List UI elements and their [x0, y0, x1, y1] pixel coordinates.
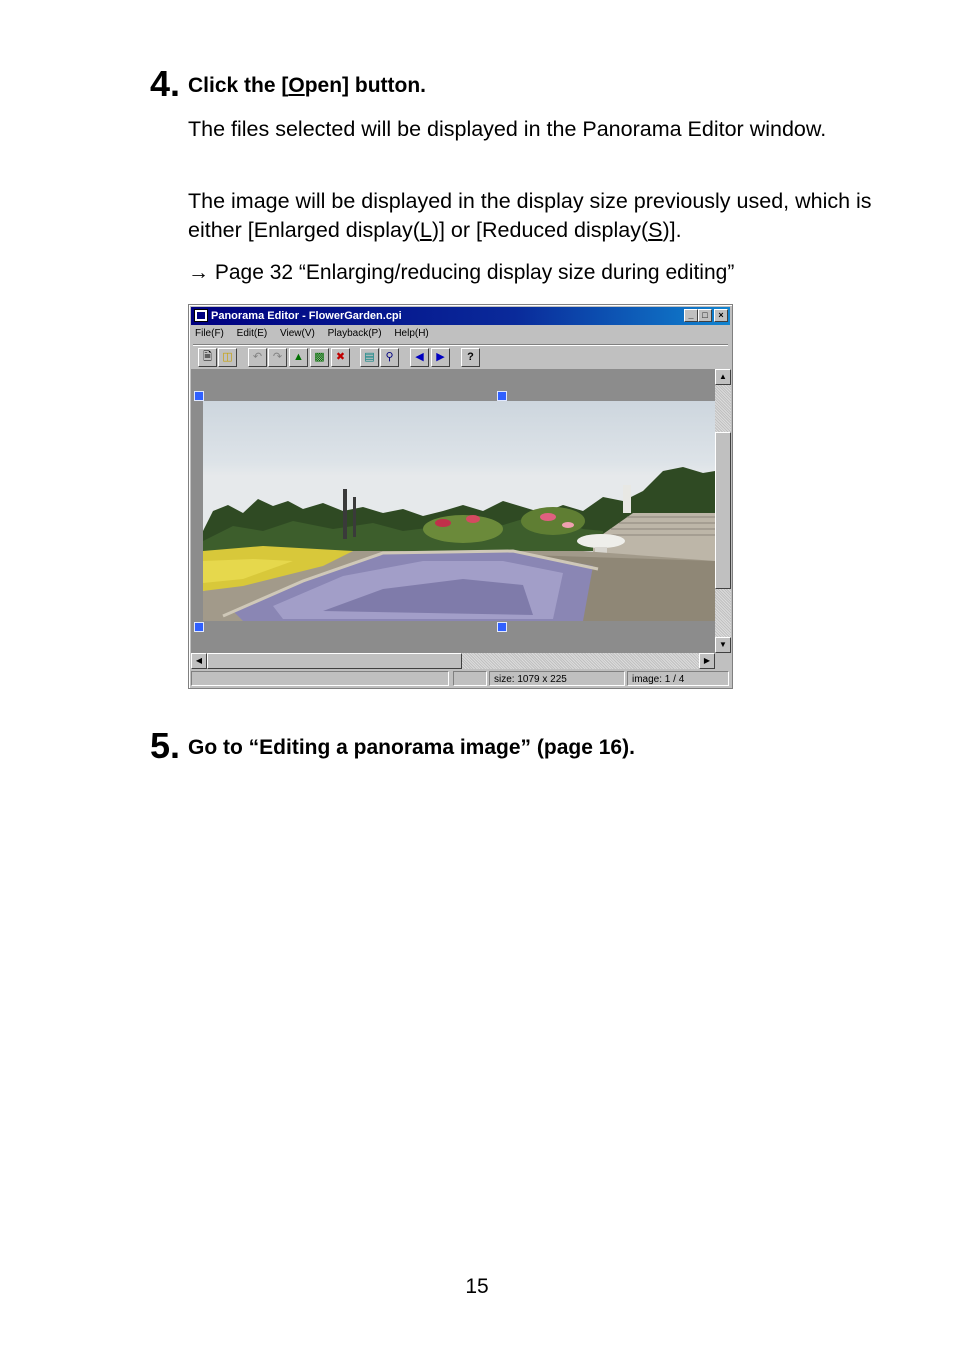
zoom-icon[interactable]: ⚲ [380, 348, 399, 367]
scroll-up-button[interactable]: ▲ [715, 369, 731, 385]
menu-view[interactable]: View(V) [280, 328, 315, 339]
horizontal-scroll-thumb[interactable] [207, 653, 462, 669]
scroll-right-button[interactable]: ▶ [699, 653, 715, 669]
image-corner-marker-bottom-middle[interactable] [497, 622, 507, 632]
window-titlebar [191, 307, 730, 325]
panorama-editor-window [188, 304, 733, 689]
insert-image-icon[interactable]: ▲ [289, 348, 308, 367]
status-bar [191, 670, 730, 687]
step-4-title-key: O [288, 74, 305, 97]
page-number: 15 [465, 1275, 489, 1298]
para2-key-l: L [419, 218, 432, 242]
move-image-icon[interactable]: ▩ [310, 348, 329, 367]
toolbar [193, 344, 728, 369]
page-reference: → Page 32 “Enlarging/reducing display size during editing” [188, 261, 735, 284]
step-4-paragraph-2 [188, 187, 878, 245]
image-corner-marker-bottom-left[interactable] [194, 622, 204, 632]
step-4-title-pre: Click the [ [188, 74, 289, 97]
scroll-down-button[interactable]: ▼ [715, 637, 731, 653]
redo-icon[interactable]: ↷ [268, 348, 287, 367]
step-5-title: Go to “Editing a panorama image” (page 16). [188, 736, 635, 759]
para2-text-b: )] or [Reduced display( [431, 218, 649, 242]
open-folder-icon[interactable]: ◫ [218, 348, 237, 367]
para2-text-c: )]. [662, 218, 682, 242]
image-corner-marker-top-middle[interactable] [497, 391, 507, 401]
step-4-title-post: pen] button. [304, 74, 426, 97]
status-cell-empty-2 [453, 671, 487, 686]
step-4-paragraph-1: The files selected will be displayed in the Panorama Editor window. [188, 117, 827, 141]
step-4-title [188, 74, 426, 98]
minimize-button[interactable]: _ [684, 309, 698, 322]
menu-file[interactable]: File(F) [195, 328, 224, 339]
previous-icon[interactable]: ◀ [410, 348, 429, 367]
vertical-scroll-thumb[interactable] [715, 432, 731, 589]
undo-icon[interactable]: ↶ [248, 348, 267, 367]
next-icon[interactable]: ▶ [431, 348, 450, 367]
menu-playback[interactable]: Playback(P) [327, 328, 382, 339]
step-number-4: 4. [150, 63, 181, 104]
delete-image-icon[interactable]: ✖ [331, 348, 350, 367]
scroll-left-button[interactable]: ◀ [191, 653, 207, 669]
flower-garden-panorama [203, 401, 715, 621]
menu-edit[interactable]: Edit(E) [236, 328, 268, 339]
status-cell-empty-1 [191, 671, 449, 686]
window-title: Panorama Editor - FlowerGarden.cpi [211, 310, 402, 322]
display-size-icon[interactable]: ▤ [360, 348, 379, 367]
new-file-icon[interactable]: 🗎 [198, 348, 217, 367]
para2-text-a: The image will be displayed in the display size previously used, which is either [Enlarged display( [188, 189, 872, 242]
panorama-viewport [191, 369, 715, 653]
image-corner-marker-top-left[interactable] [194, 391, 204, 401]
step-number-5: 5. [150, 725, 181, 766]
status-size: size: 1079 x 225 [489, 671, 625, 686]
maximize-button[interactable]: □ [698, 309, 712, 322]
horizontal-scrollbar[interactable] [191, 653, 715, 669]
vertical-scrollbar[interactable] [715, 369, 731, 653]
menu-bar [195, 326, 439, 342]
status-image-index: image: 1 / 4 [627, 671, 729, 686]
panorama-photo [203, 401, 715, 621]
menu-help[interactable]: Help(H) [394, 328, 429, 339]
app-icon [194, 309, 208, 322]
help-icon[interactable]: ? [461, 348, 480, 367]
para2-key-s: S [648, 218, 663, 242]
close-button[interactable]: × [714, 309, 728, 322]
